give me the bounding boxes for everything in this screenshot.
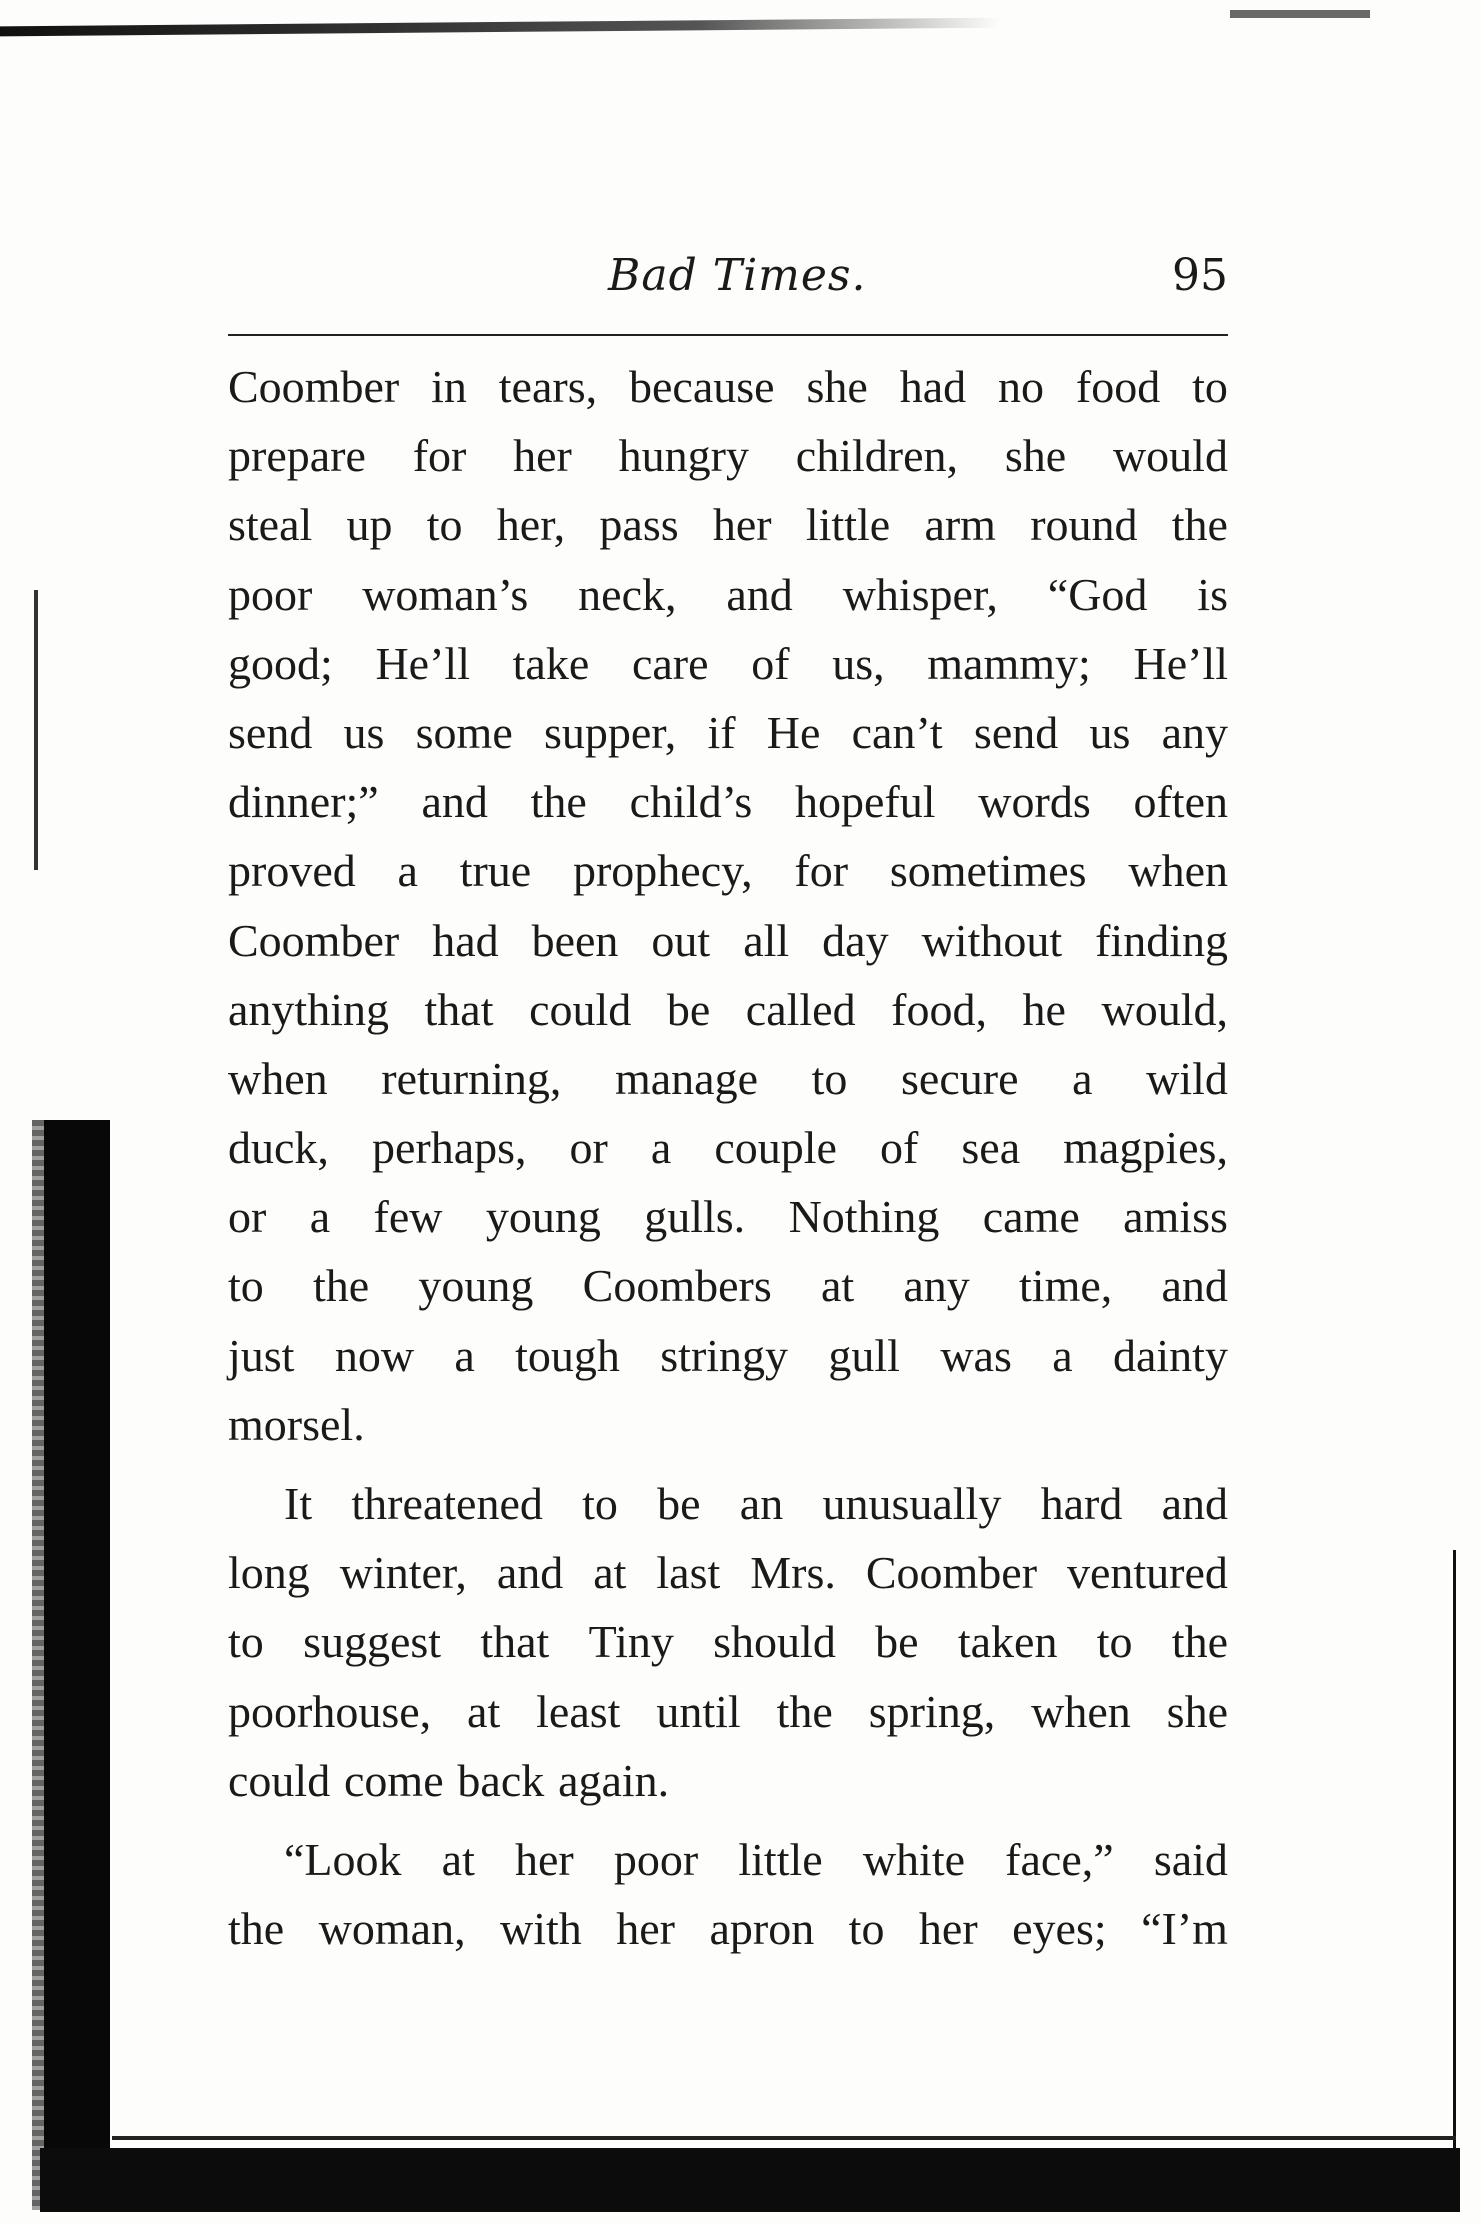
word: at [467,1685,501,1737]
word: send [228,706,313,758]
word: long [228,1547,310,1599]
word: little [738,1833,823,1885]
word: to [848,1903,885,1955]
word: day [822,914,889,966]
word: Coomber [228,361,400,412]
word: and [496,1547,564,1599]
scan-edge-right [1453,1550,1456,2150]
scan-edge-top-right [1230,10,1370,18]
word: poorhouse, [228,1685,432,1737]
text-line [228,629,1228,698]
word: when [228,1052,328,1104]
word: least [536,1685,621,1737]
word: back [457,1754,545,1806]
word: she [1166,1685,1228,1737]
word: because [629,361,775,412]
word: perhaps, [371,1122,527,1174]
word: amiss [1123,1191,1228,1243]
word: whisper, [842,568,998,620]
word: dainty [1112,1329,1228,1381]
word: send [973,706,1059,758]
text-line [228,975,1228,1044]
word: to [582,1478,618,1529]
text-line [228,560,1228,629]
word: prepare [228,430,366,482]
running-head [228,250,1228,320]
word: It [284,1478,313,1529]
word: could [228,1754,331,1806]
word: us [1089,706,1131,758]
word: now [334,1329,415,1381]
word: and [1161,1260,1228,1312]
word: duck, [228,1122,329,1174]
word: pass [599,499,679,551]
word: dinner;” [228,776,379,828]
word: Coombers [582,1260,772,1312]
word: a [454,1329,475,1381]
word: sea [961,1122,1021,1174]
word: could [529,983,632,1035]
word: out [651,914,711,966]
text-line [228,1607,1228,1676]
word: manage [614,1052,759,1104]
word: he [1022,983,1066,1035]
word: can’t [851,706,943,758]
scan-edge-bottom-inner [112,2136,1456,2140]
word: words [978,776,1091,828]
word: unusually [822,1478,1002,1529]
word: her [712,499,772,551]
word: come [344,1754,444,1806]
word: all [743,914,790,966]
word: the [313,1260,370,1312]
word: the [1171,499,1228,551]
word: the [1171,1616,1228,1668]
word: her [515,1833,574,1885]
word: prophecy, [572,845,753,897]
word: couple [714,1122,837,1174]
word: her [616,1903,676,1955]
word: her [513,430,572,482]
word: proved [228,845,356,897]
word: was [940,1329,1012,1381]
scan-edge-left-thin [34,590,38,870]
word: good; [228,637,333,689]
word: hungry [618,430,749,482]
word: to [811,1052,848,1104]
scan-edge-bottom [40,2148,1460,2212]
word: stringy [660,1329,789,1381]
word: tears, [498,361,598,412]
word: to [228,1260,264,1312]
word: the [228,1903,285,1955]
word: and [421,776,488,828]
text-line [228,836,1228,905]
word: steal [228,499,313,551]
word: white [862,1833,966,1885]
word: had [432,914,499,966]
word: of [880,1122,919,1174]
word: her, [496,499,566,551]
word: that [480,1616,550,1668]
word: winter, [339,1547,467,1599]
word: children, [795,430,959,482]
word: be [657,1478,701,1529]
word: a [309,1191,331,1243]
word: tough [515,1329,620,1381]
text-line [228,1044,1228,1113]
text-line [228,1538,1228,1607]
word: spring, [868,1685,996,1737]
word: anything [228,983,389,1035]
word: woman, [318,1903,466,1955]
word: supper, [543,706,677,758]
word: if [707,706,736,758]
word: a [1072,1052,1093,1104]
word: at [593,1547,627,1599]
word: true [459,845,532,897]
word: again. [558,1754,670,1806]
text-line [228,698,1228,767]
word: an [739,1478,784,1529]
word: in [431,361,467,412]
text-line [228,1894,1228,1963]
word: a [397,845,418,897]
word: He [766,706,821,758]
word: young [418,1260,534,1312]
running-title: Bad Times. [608,250,867,301]
word: care [631,637,709,689]
word: is [1197,568,1228,620]
word: finding [1095,914,1228,966]
word: often [1133,776,1228,828]
word: no [998,361,1044,412]
word: young [485,1191,601,1243]
word: would, [1101,983,1228,1035]
word: “I’m [1141,1903,1228,1955]
text-line [228,1746,1228,1815]
text-line [228,1321,1228,1390]
word: she [806,361,868,412]
word: food, [891,983,987,1035]
text-line [228,767,1228,836]
word: said [1153,1833,1228,1885]
word: suggest [303,1616,442,1668]
word: without [921,914,1063,966]
word: gulls. [644,1191,746,1243]
word: should [713,1616,836,1668]
word: returning, [381,1052,562,1104]
word: us [343,706,385,758]
body-text [228,352,1228,1963]
word: Coomber [865,1547,1038,1599]
word: last [656,1547,721,1599]
word: sometimes [889,845,1087,897]
word: secure [901,1052,1019,1104]
word: when [1128,845,1228,897]
word: Coomber [228,914,400,966]
word: came [982,1191,1080,1243]
word: magpies, [1063,1122,1228,1174]
word: that [424,983,494,1035]
word: be [875,1616,919,1668]
scan-edge-top [0,18,1000,37]
word: hopeful [795,776,936,828]
word: eyes; [1012,1903,1107,1955]
word: child’s [629,776,753,828]
text-line [228,1469,1228,1538]
word: few [373,1191,443,1243]
word: when [1031,1685,1131,1737]
text-line [228,906,1228,975]
word: neck, [578,568,677,620]
word: her [918,1903,978,1955]
word: to [228,1616,264,1668]
word: a [1052,1329,1073,1381]
word: be [666,983,711,1035]
word: arm [924,499,996,551]
word: to [1096,1616,1133,1668]
word: time, [1019,1260,1113,1312]
word: little [805,499,891,551]
scan-edge-left [44,1120,110,2210]
word: take [512,637,590,689]
word: wild [1146,1052,1228,1104]
text-line [228,1677,1228,1746]
word: to [1192,361,1228,412]
text-line [228,1825,1228,1894]
word: woman’s [362,568,529,620]
text-line [228,1113,1228,1182]
word: poor [228,568,313,620]
word: the [530,776,587,828]
word: and [1161,1478,1228,1529]
word: gull [828,1329,900,1381]
word: until [656,1685,741,1737]
text-line [228,352,1228,421]
word: been [531,914,619,966]
word: threatened [351,1478,543,1529]
text-line [228,1182,1228,1251]
text-line [228,1251,1228,1320]
text-line [228,421,1228,490]
word: up [346,499,393,551]
word: called [745,983,856,1035]
text-line [228,490,1228,559]
word: just [228,1329,295,1381]
word: for [412,430,467,482]
word: round [1030,499,1138,551]
word: mammy; [927,637,1091,689]
word: food [1075,361,1161,412]
word: poor [613,1833,699,1885]
word: ventured [1066,1547,1228,1599]
word: would [1112,430,1228,482]
word: at [441,1833,475,1885]
word: Tiny [588,1616,674,1668]
word: apron [709,1903,815,1955]
word: for [794,845,849,897]
word: us, [832,637,885,689]
word: she [1004,430,1067,482]
word: Mrs. [750,1547,836,1599]
page-number: 95 [1172,250,1228,301]
word: with [500,1903,582,1955]
word: of [751,637,790,689]
word: the [776,1685,833,1737]
word: or [228,1191,267,1243]
header-rule [228,334,1228,336]
word: Nothing [788,1191,940,1243]
word: and [726,568,793,620]
word: morsel. [228,1398,365,1450]
word: any [1161,706,1228,758]
word: had [899,361,967,412]
word: He’ll [375,637,470,689]
word: to [426,499,463,551]
text-line [228,1390,1228,1459]
word: taken [957,1616,1058,1668]
word: face,” [1005,1833,1114,1885]
word: some [415,706,513,758]
word: “Look [284,1833,402,1885]
word: hard [1040,1478,1123,1529]
word: any [903,1260,970,1312]
word: or [569,1122,608,1174]
word: He’ll [1133,637,1228,689]
word: a [650,1122,672,1174]
word: “God [1047,568,1148,620]
word: at [820,1260,855,1312]
